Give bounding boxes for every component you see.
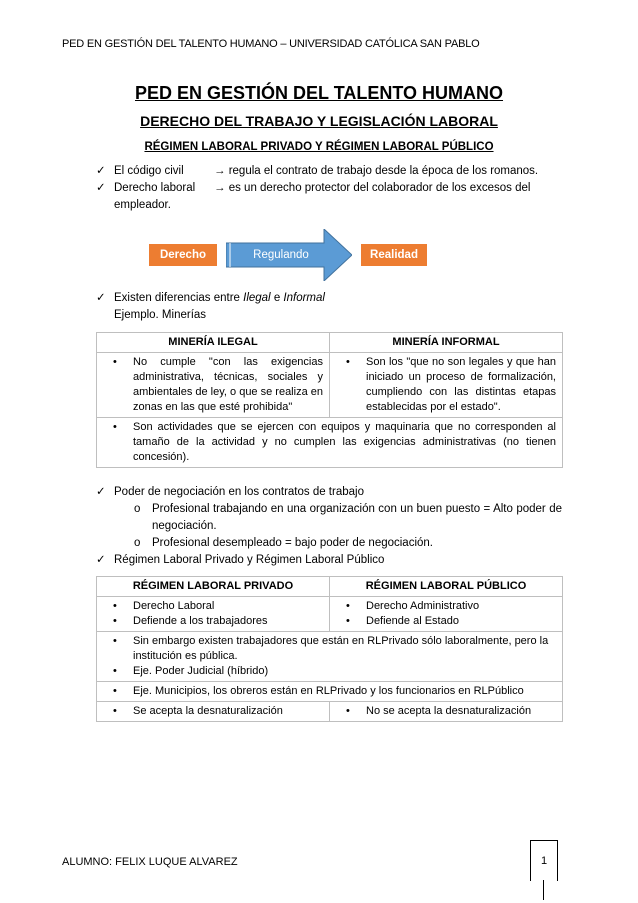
list-item: o Profesional desempleado = bajo poder de negociación.	[134, 537, 433, 549]
table-cell: • Derecho Administrativo • Defiende al Estado	[330, 597, 563, 632]
page-number: 1	[530, 840, 558, 881]
checkmark-icon: ✓	[96, 292, 106, 304]
diagram-box-derecho: Derecho	[149, 244, 217, 266]
negotiation-section: ✓ Poder de negociación en los contratos de trabajo o Profesional trabajando en una organización con un buen puesto = Alto poder de negociación. o Profesional desempleado = bajo poder de negociación. ✓ Régimen Laboral Privado y Régimen Laboral Público	[96, 484, 562, 569]
document-subtitle: DERECHO DEL TRABAJO Y LEGISLACIÓN LABORAL	[140, 113, 498, 129]
document-title: PED EN GESTIÓN DEL TALENTO HUMANO	[134, 83, 504, 103]
checkmark-icon: ✓	[96, 165, 106, 177]
mining-table	[96, 332, 563, 468]
table-cell: • No cumple "con las exigencias administrativa, técnicas, sociales y ambientales de ley, o que se realiza en zonas en las que esté prohibida"	[97, 353, 330, 418]
checkmark-icon: ✓	[96, 486, 106, 498]
section-title: RÉGIMEN LABORAL PRIVADO Y RÉGIMEN LABORAL PÚBLICO	[144, 141, 494, 153]
table-cell: • Eje. Municipios, los obreros están en RLPrivado y los funcionarios en RLPúblico	[97, 682, 563, 702]
table-header: MINERÍA INFORMAL	[330, 333, 563, 353]
arrow-right-icon: →	[214, 182, 229, 194]
table-cell: • Son los "que no son legales y que han iniciado un proceso de formalización, cumpliendo con las distintas etapas establecidas por el estado".	[330, 353, 563, 418]
running-header: PED EN GESTIÓN DEL TALENTO HUMANO – UNIVERSIDAD CATÓLICA SAN PABLO	[62, 38, 480, 50]
table-header: MINERÍA ILEGAL	[97, 333, 330, 353]
table-cell: • Derecho Laboral • Defiende a los trabajadores	[97, 597, 330, 632]
checkmark-icon: ✓	[96, 554, 106, 566]
table-cell: • Se acepta la desnaturalización	[97, 702, 330, 722]
check-item-laboral: ✓ Derecho laboral → es un derecho protector del colaborador de los excesos del	[96, 180, 566, 197]
footer-student: ALUMNO: FELIX LUQUE ALVAREZ	[62, 856, 238, 868]
table-cell: • Sin embargo existen trabajadores que están en RLPrivado sólo laboralmente, pero la institución es pública. • Eje. Poder Judicial (híbrido)	[97, 632, 563, 682]
table-cell: • Son actividades que se ejercen con equipos y maquinaria que no corresponden al tamaño de la actividad y no cumplen las exigencias administrativas (no tienen concesión).	[97, 418, 563, 468]
check-list	[96, 163, 566, 214]
check-item-civil: ✓ El código civil → regula el contrato de trabajo desde la época de los romanos.	[96, 163, 566, 180]
table-cell: • No se acepta la desnaturalización	[330, 702, 563, 722]
diagram-box-realidad: Realidad	[361, 244, 427, 266]
table-header: RÉGIMEN LABORAL PRIVADO	[97, 577, 330, 597]
differences-item: ✓ Existen diferencias entre Ilegal e Informal Ejemplo. Minerías	[96, 292, 325, 321]
regime-table	[96, 576, 563, 722]
table-header: RÉGIMEN LABORAL PÚBLICO	[330, 577, 563, 597]
checkmark-icon: ✓	[96, 182, 106, 194]
page-number-line	[543, 880, 544, 900]
list-item: o Profesional trabajando en una organización con un buen puesto = Alto poder de negociación.	[134, 503, 562, 532]
check-item-continuation: empleador.	[114, 199, 171, 211]
diagram-arrow	[226, 229, 352, 281]
arrow-right-icon: →	[214, 165, 229, 177]
diagram-arrow-label: Regulando	[253, 249, 309, 261]
